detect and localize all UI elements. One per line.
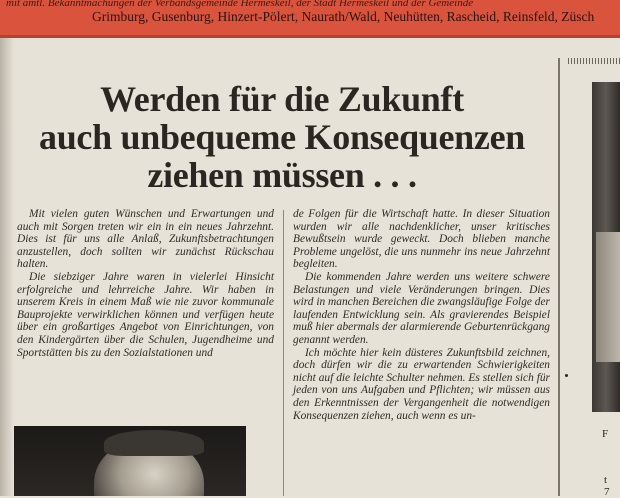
- paragraph: Mit vielen guten Wünschen und Erwartungen und auch mit Sorgen treten wir ein in ein neues Jahrzehnt. Dies ist für uns alle Anlaß, Zukunftsbetrachtungen anzustellen, doch sollten wir zunächst Rückschau halten.: [17, 208, 274, 271]
- headline-line-2: auch unbequeme Konsequenzen: [39, 117, 525, 157]
- page-fold-shadow: [0, 38, 14, 496]
- portrait-hair: [104, 430, 204, 456]
- column-divider: [283, 210, 284, 496]
- headline-line-3: ziehen müssen . . .: [147, 155, 417, 195]
- masthead-subtitle: mit amtl. Bekanntmachungen der Verbandsgemeinde Hermeskeil, der Stadt Hermeskeil und der Gemeinde: [6, 0, 474, 9]
- paragraph: Die siebziger Jahre waren in vielerlei Hinsicht erfolgreiche und lehrreiche Jahre. Wir haben in unserem Kreis in einem Maß wie nie zuvor kommunale Bauprojekte verwirklichen können und verfügen heute über ein großartiges Angebot von Einrichtungen, von den Kindergärten über die Schulen, Jugendheime und Sportstätten bis zu den Sozialstationen und: [17, 270, 274, 359]
- adjacent-article-photo: [592, 82, 620, 412]
- paragraph: Die kommenden Jahre werden uns weitere schwere Belastungen und viele Veränderungen bringen. Dies wird in manchen Bereichen die zwangsläufige Folge der laufenden Entwicklung sein. Als gravierendes Beispiel muß hier abermals der alarmierende Geburtenrückgang genannt werden.: [293, 270, 550, 346]
- decorative-rule: [568, 58, 620, 64]
- speck: [565, 374, 568, 377]
- adjacent-text-fragment: t: [604, 474, 608, 486]
- paragraph: de Folgen für die Wirtschaft hatte. In dieser Situation wurden wir alle nachdenklicher, unser kritisches Bewußtsein wurde geweckt. Doch blieben manche Probleme ungelöst, die uns nunmehr ins neue Jahrzehnt begleiten.: [293, 208, 550, 271]
- paragraph: Ich möchte hier kein düsteres Zukunftsbild zeichnen, doch dürfen wir die zu erwartenden Schwierigkeiten nicht auf die leichte Schulter nehmen. Es stellen sich für jeden von uns Aufgaben und Pflichten; wir müssen aus den Erkenntnissen der Vergangenheit die notwendigen Konsequenzen ziehen, auch wenn es un-: [293, 346, 550, 422]
- article-column-1: [17, 208, 274, 359]
- photo-highlight: [596, 232, 620, 362]
- adjacent-text-fragment: F: [602, 428, 609, 440]
- portrait-photo: [14, 426, 246, 496]
- right-column-rule: [558, 58, 560, 496]
- adjacent-text-fragment: 7: [604, 486, 610, 498]
- article-column-2: [293, 208, 550, 422]
- article-headline: [14, 80, 550, 194]
- masthead-municipalities: Grimburg, Gusenburg, Hinzert-Pölert, Naurath/Wald, Neuhütten, Rascheid, Reinsfeld, Züsch: [92, 9, 595, 24]
- newspaper-masthead-banner: [0, 0, 620, 38]
- headline-line-1: Werden für die Zukunft: [100, 79, 464, 119]
- banner-edge: [0, 35, 620, 38]
